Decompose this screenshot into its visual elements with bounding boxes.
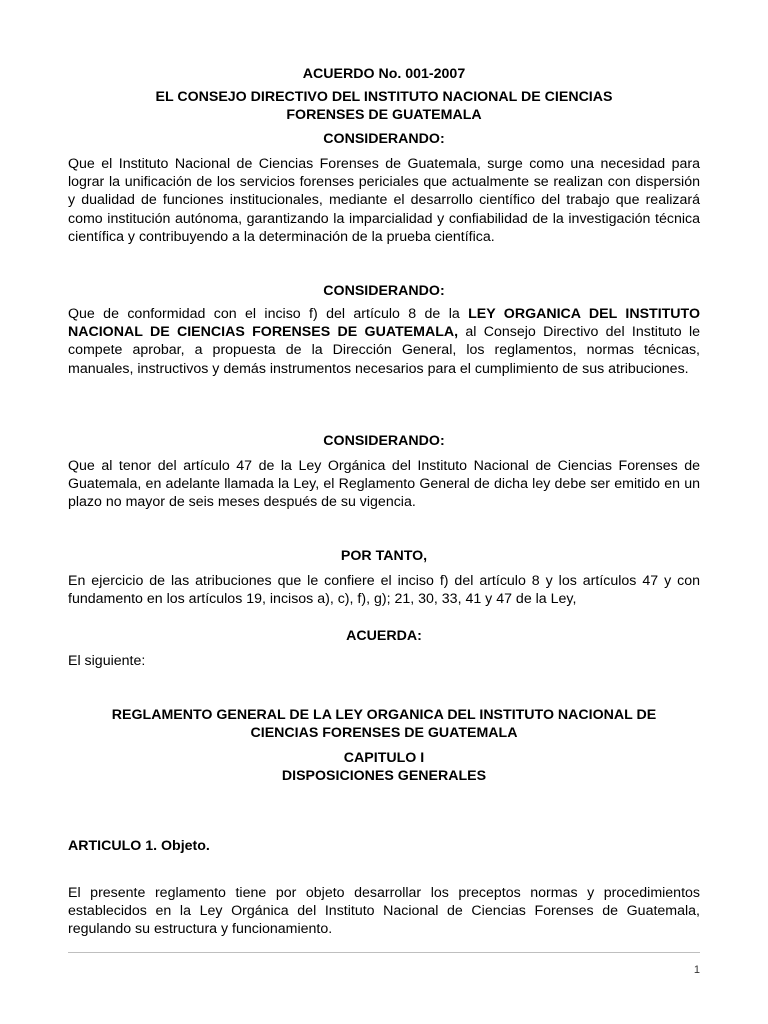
reglamento-title [68,707,700,742]
capitulo-heading [68,750,700,785]
page-number: 1 [693,964,700,976]
considerando-3-text: Que al tenor del artículo 47 de la Ley Orgánica del Instituto Nacional de Ciencias Forenses de Guatemala, en adelante llamada la Ley, el Reglamento General de dicha ley debe ser emitido en un plazo no mayor de seis meses después de su vigencia. [68,458,700,511]
articulo-1-text: El presente reglamento tiene por objeto desarrollar los preceptos normas y procedimientos establecidos en la Ley Orgánica del Instituto Nacional de Ciencias Forenses de Guatemala, regulando su estructura y funcionamiento. [68,885,700,938]
capitulo-title: DISPOSICIONES GENERALES [281,767,487,784]
footer-divider [68,952,700,953]
considerando-2-heading: CONSIDERANDO: [323,283,445,299]
por-tanto-text: En ejercicio de las atribuciones que le confiere el inciso f) del artículo 8 y los artículos 47 y con fundamento en los artículos 19, incisos a), c), f), g); 21, 30, 33, 41 y 47 de la Ley, [68,573,700,608]
document-page [68,0,700,1024]
capitulo-number: CAPITULO I [343,750,425,766]
ley-organica-name: LEY ORGANICA DEL INSTITUTO NACIONAL DE CIENCIAS FORENSES DE GUATEMALA, [68,306,700,341]
reglamento-line-1: REGLAMENTO GENERAL DE LA LEY ORGANICA DEL INSTITUTO NACIONAL DE [111,707,657,723]
council-line-2: FORENSES DE GUATEMALA [286,106,482,123]
considerando-1-text: Que el Instituto Nacional de Ciencias Forenses de Guatemala, surge como una necesidad para lograr la unificación de los servicios forenses periciales que actualmente se realizan con dispersión y dualidad de funciones institucionales, mediante el desarrollo científico del trabajo que realizará como institución autónoma, garantizando la imparcialidad y confiabilidad de la investigación técnica científica y contribuyendo a la determinación de la prueba científica. [68,156,700,245]
acuerdo-title: ACUERDO No. 001-2007 [302,66,466,82]
articulo-1-heading: ARTICULO 1. Objeto. [68,838,210,854]
considerando-1-heading: CONSIDERANDO: [323,131,445,147]
considerando-2-text-before: Que de conformidad con el inciso f) del artículo 8 de la [68,306,469,322]
por-tanto-heading: POR TANTO, [340,548,428,564]
council-heading [68,89,700,124]
considerando-2-text-after: al Consejo Directivo del Instituto le compete aprobar, a propuesta de la Dirección General, los reglamentos, normas técnicas, manuales, instructivos y demás instrumentos necesarios para el cumplimiento de sus atribuciones. [68,324,700,377]
reglamento-line-2: CIENCIAS FORENSES DE GUATEMALA [250,724,518,741]
considerando-2-text [68,305,700,378]
acuerda-heading: ACUERDA: [346,628,422,644]
council-line-1: EL CONSEJO DIRECTIVO DEL INSTITUTO NACIONAL DE CIENCIAS [155,89,613,105]
acuerda-text: El siguiente: [68,653,146,669]
considerando-3-heading: CONSIDERANDO: [323,433,445,449]
